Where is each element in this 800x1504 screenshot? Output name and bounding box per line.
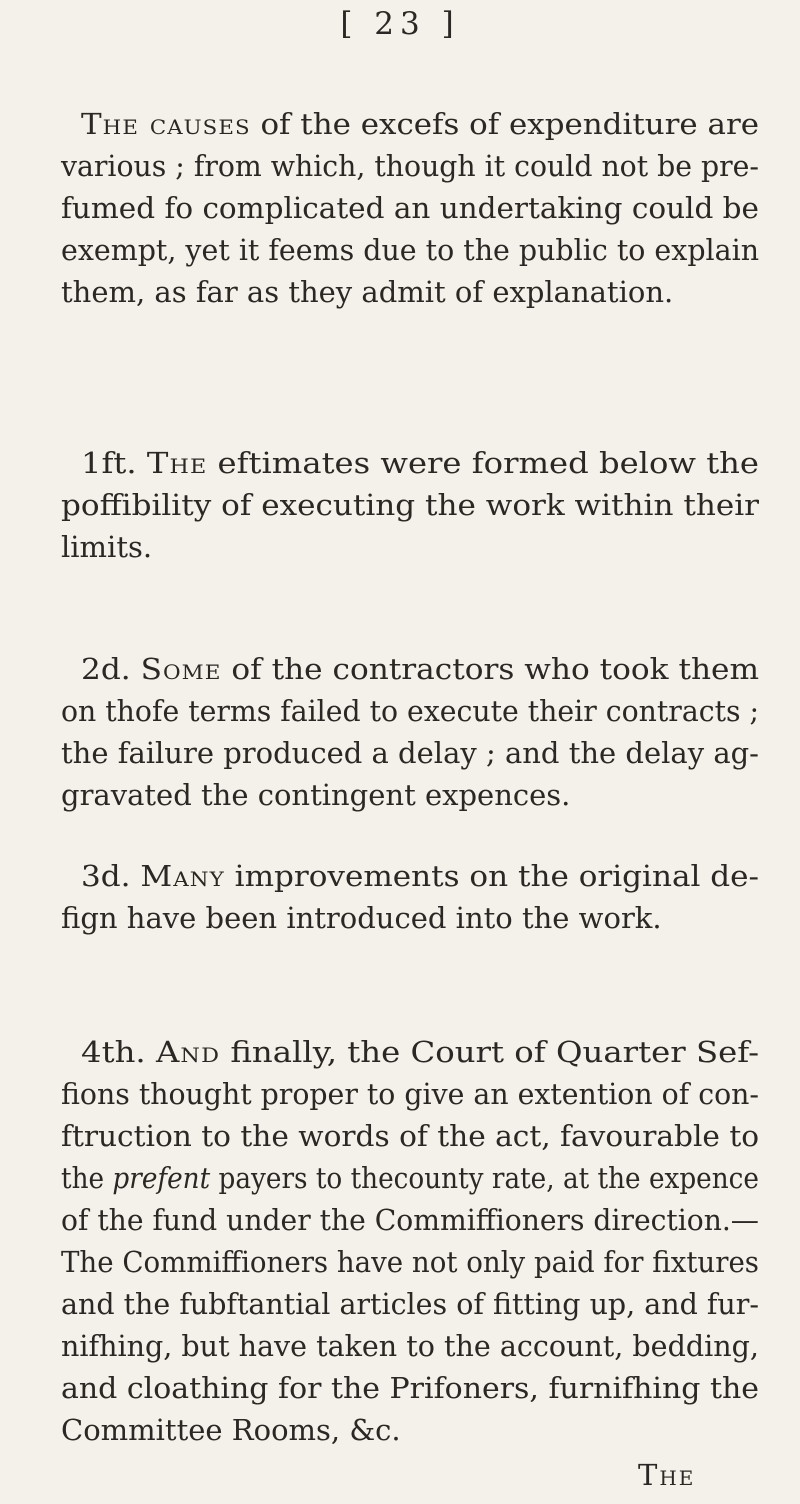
text-line: Committee Rooms, &c.: [61, 1413, 401, 1447]
text-line: on thofe terms failed to execute their contracts ;: [61, 694, 760, 728]
text-line: The Commiffioners have not only paid for fixtures: [61, 1245, 759, 1279]
line-segment-rest: eftimates were formed below the: [207, 446, 760, 480]
line-segment-rest: of the contractors who took them: [221, 652, 760, 686]
line-segment-lead: Many: [140, 859, 225, 893]
line-segment-num: 1ft.: [81, 446, 147, 480]
line-segment-lead: Some: [140, 652, 222, 686]
line-segment-num: 2d.: [81, 652, 141, 686]
text-line: ftruction to the words of the act, favourable to: [61, 1119, 760, 1153]
text-line: poffibility of executing the work within their: [61, 488, 759, 522]
text-line: exempt, yet it feems due to the public to explain: [61, 233, 760, 267]
text-line: [81, 447, 759, 480]
line-segment-em: prefent: [112, 1161, 211, 1195]
text-line: them, as far as they admit of explanation.: [61, 275, 674, 309]
text-line: various ; from which, though it could not be pre-: [61, 149, 759, 183]
text-line: and cloathing for the Prifoners, furnifhing the: [61, 1371, 760, 1405]
line-segment-lead: The causes: [81, 107, 251, 141]
text-line: fumed fo complicated an undertaking could be: [61, 191, 759, 225]
text-line: limits.: [61, 530, 153, 564]
text-line: [81, 1036, 759, 1069]
line-segment-rest: improvements on the original de-: [224, 859, 760, 893]
text-line: and the fubftantial articles of fitting up, and fur-: [61, 1287, 760, 1321]
line-segment-rest: finally, the Court of Quarter Sef-: [220, 1035, 760, 1069]
text-line: nifhing, but have taken to the account, bedding,: [61, 1329, 759, 1363]
line-segment-num: 4th.: [81, 1035, 156, 1069]
line-segment-pre: the: [61, 1161, 113, 1195]
line-segment-post: payers to thecounty rate, at the expence: [210, 1161, 759, 1195]
text-line: gravated the contingent expences.: [61, 778, 571, 812]
catchword: The: [638, 1458, 696, 1492]
page-number: [ 23 ]: [340, 6, 460, 42]
line-segment-num: 3d.: [81, 859, 141, 893]
line-segment-lead: And: [155, 1035, 221, 1069]
text-line: fions thought proper to give an extention of con-: [61, 1077, 760, 1111]
text-line: [81, 860, 759, 893]
text-line: [81, 108, 759, 141]
text-line: the failure produced a delay ; and the delay ag-: [61, 736, 759, 770]
line-segment-lead: The: [146, 446, 208, 480]
text-line: [81, 653, 759, 686]
text-line: of the fund under the Commiffioners direction.—: [61, 1203, 759, 1237]
text-line: fign have been introduced into the work.: [61, 901, 662, 935]
line-segment-rest: of the excefs of expenditure are: [250, 107, 759, 141]
text-line: [61, 1162, 759, 1195]
